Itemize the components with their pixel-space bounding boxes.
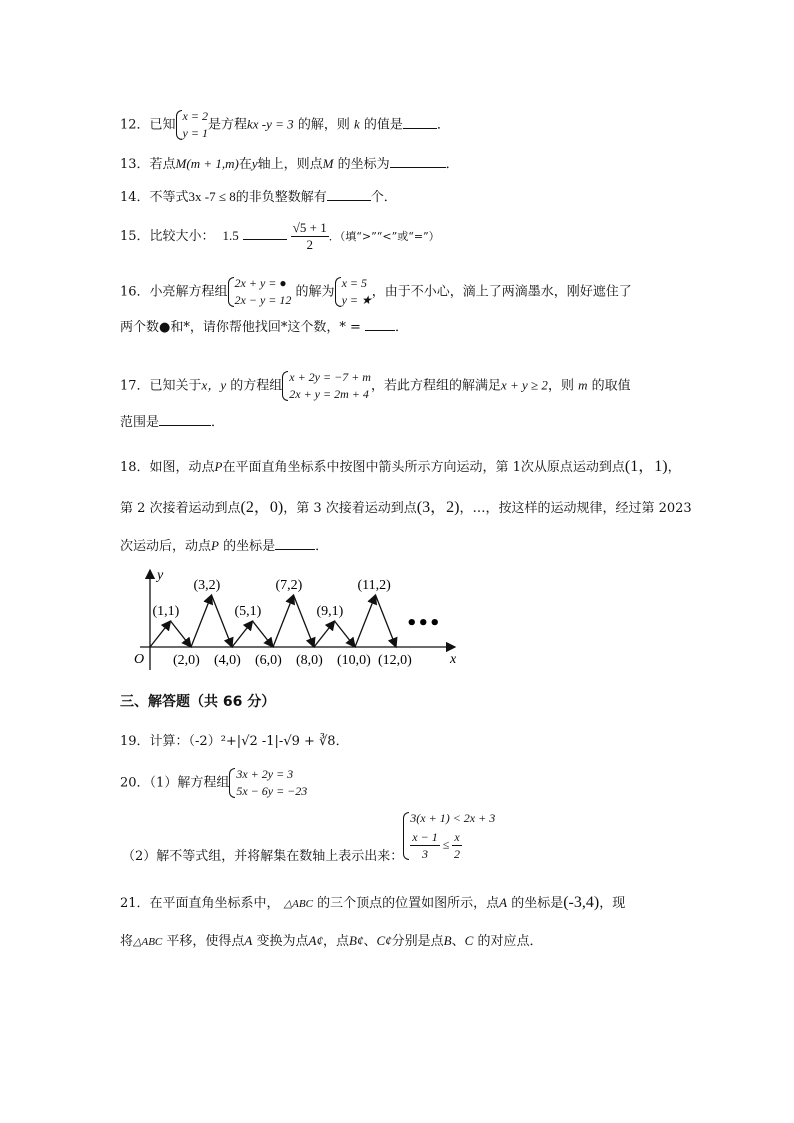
motion-arrow — [253, 621, 274, 647]
question-12: 12．已知 x = 2 y = 1 是方程kx -y = 3 的解，则 k 的值是 ． — [120, 109, 450, 140]
answer-blank[interactable] — [365, 318, 395, 331]
inequality-system: 3(x + 1) < 2x + 3 $\frac{x - 1}{3}$ ≤ $\frac{x}{2}$ — [403, 810, 495, 862]
motion-arrow — [150, 621, 171, 647]
equation-system: x = 2 y = 1 — [176, 108, 208, 142]
motion-arrow — [191, 595, 212, 647]
motion-arrow — [171, 621, 192, 647]
answer-blank[interactable] — [275, 537, 315, 550]
question-17-line2: 范围是 ． — [120, 415, 225, 430]
question-21-line2: 将△ABC 平移，使得点A 变换为点A¢，点B¢、C¢分别是点B、C 的对应点． — [120, 933, 543, 949]
question-18: 18．如图，动点P在平面直角坐标系中按图中箭头所示方向运动，第 1次从原点运动到点(1，1)， — [120, 458, 681, 475]
zigzag-figure — [130, 565, 470, 675]
question-20-part2: （2）解不等式组，并将解集在数轴上表示出来： 3(x + 1) < 2x + 3 $\frac{x - 1}{3}$ ≤ $\frac{x}{2}$ — [122, 811, 496, 864]
question-14: 14．不等式3x -7 ≤ 8的非负整数解有 个． — [120, 189, 397, 205]
point-label: (7,2) — [275, 578, 303, 593]
answer-blank[interactable] — [390, 155, 446, 168]
motion-arrow — [212, 595, 233, 647]
question-13: 13．若点M(m + 1,m)在y轴上，则点M 的坐标为 ． — [120, 156, 459, 172]
answer-blank[interactable] — [243, 227, 287, 240]
solution-system: x = 5 y = ★ — [335, 275, 372, 309]
motion-arrow — [273, 595, 294, 647]
question-18-line3: 次运动后，动点P 的坐标是 ． — [120, 538, 329, 554]
answer-blank[interactable] — [159, 413, 211, 426]
point-label: (11,2) — [357, 578, 391, 593]
motion-arrow — [335, 621, 356, 647]
point-label: (6,0) — [255, 653, 282, 668]
point-label: (12,0) — [378, 653, 412, 668]
equation-system: 2x + y = ● 2x − y = 12 — [228, 275, 292, 309]
question-17: 17．已知关于x，y 的方程组 x + 2y = −7 + m 2x + y = 2m + 4 ，若此方程组的解满足x + y ≥ 2，则 m 的取值 — [120, 370, 631, 401]
question-20-part1: 20．（1）解方程组 3x + 2y = 3 5x − 6y = −23 — [120, 767, 308, 798]
y-axis-label: y — [157, 568, 164, 583]
origin-label: O — [134, 652, 145, 667]
question-21: 21．在平面直角坐标系中， △ABC 的三个顶点的位置如图所示，点A 的坐标是(-3,4)，现 — [120, 894, 626, 911]
point-label: (10,0) — [337, 653, 371, 668]
motion-arrow — [314, 621, 335, 647]
question-18-line2: 第 2 次接着运动到点(2，0)，第 3 次接着运动到点(3，2)，…，按这样的运动规律，经过第 2023 — [120, 499, 692, 516]
motion-arrow — [294, 595, 315, 647]
answer-blank[interactable] — [403, 116, 437, 129]
motion-arrow — [376, 595, 397, 647]
point-label: (8,0) — [296, 653, 323, 668]
point-label: (5,1) — [234, 604, 262, 619]
answer-blank[interactable] — [327, 188, 371, 201]
motion-arrow — [232, 621, 253, 647]
question-16: 16．小亮解方程组 2x + y = ● 2x − y = 12 的解为 x = 5 y = ★ ，由于不小心，滴上了两滴墨水，刚好遮住了 — [120, 276, 632, 307]
question-15: 15．比较大小： 1.5 $\frac{√5 + 1}{2}$ ．（填“>”“<”或“=”） — [120, 220, 440, 252]
point-label: (4,0) — [214, 653, 241, 668]
point-label: (9,1) — [316, 604, 344, 619]
x-axis-label: x — [450, 652, 457, 667]
section-title: 三、解答题（共 66 分） — [120, 694, 276, 710]
question-19: 19．计算：（-2）²+|√2 -1|-√9 + ∛8． — [120, 734, 349, 749]
point-label: (2,0) — [173, 653, 200, 668]
equation-system: 3x + 2y = 3 5x − 6y = −23 — [229, 766, 307, 800]
fraction: $\frac{√5 + 1}{2}$ — [292, 220, 327, 252]
point-label: (3,2) — [193, 578, 221, 593]
question-16-line2: 两个数●和*，请你帮他找回*这个数，* = ． — [120, 320, 409, 335]
equation-system: x + 2y = −7 + m 2x + y = 2m + 4 — [282, 369, 371, 403]
ellipsis: ••• — [406, 613, 441, 634]
point-label: (1,1) — [152, 604, 180, 619]
motion-arrow — [355, 595, 376, 647]
